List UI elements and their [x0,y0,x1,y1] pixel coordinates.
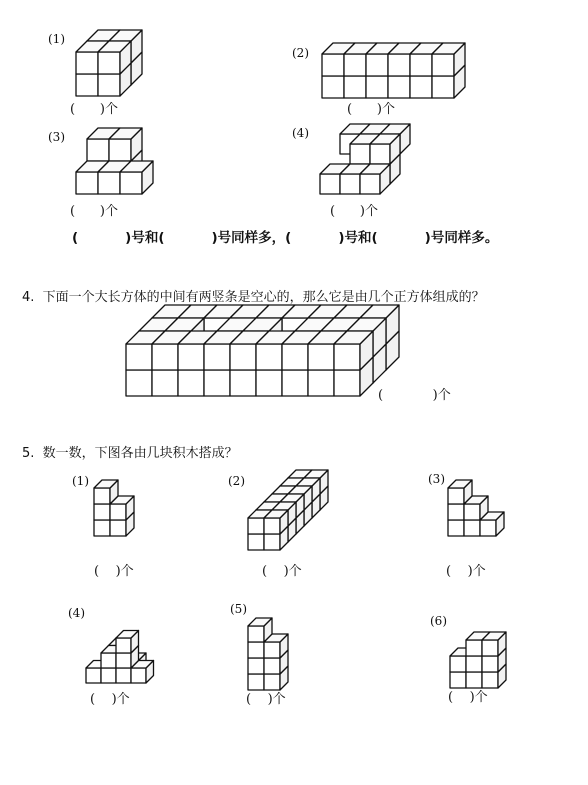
block-figure [448,612,528,688]
cube-face [76,74,98,96]
cube-face [116,653,131,668]
cube-face [126,344,152,370]
cube-face [464,520,480,536]
figure-label: (1) [48,32,65,46]
cube-face [466,640,482,656]
cube-face [101,668,116,683]
cube-face [178,344,204,370]
cube-face [110,520,126,536]
cube-face [94,504,110,520]
answer-blank[interactable]: ( )个 [330,204,378,219]
cube-face [366,76,388,98]
block-figure [92,472,142,540]
cube-face [264,518,280,534]
cube-face [340,174,360,194]
cube-face [230,344,256,370]
cube-face [98,172,120,194]
cube-figure [320,44,470,100]
cube-face [98,74,120,96]
figure-label: (3) [48,130,65,144]
cube-face [204,344,230,370]
cube-face [366,54,388,76]
block-figure [246,470,356,556]
cube-face [248,658,264,674]
cube-face [264,642,280,658]
cube-face [178,370,204,396]
cube-face [126,370,152,396]
cube-face [482,640,498,656]
cube-face [432,76,454,98]
cube-face [334,344,360,370]
cube-face [344,54,366,76]
cube-face [344,76,366,98]
cube-face [322,76,344,98]
answer-blank[interactable]: ( )个 [446,564,486,579]
cube-face [256,370,282,396]
cube-face [464,504,480,520]
cube-face [264,658,280,674]
answer-blank[interactable]: ( )个 [70,204,118,219]
figure-label: (4) [292,126,309,140]
cube-face [256,344,282,370]
answer-blank[interactable]: ( )个 [246,692,286,707]
figure-label: (2) [292,46,309,60]
cube-face [109,139,131,161]
cube-face [94,488,110,504]
block-figure [246,600,306,690]
cube-face [248,534,264,550]
cube-figure [74,30,154,100]
figure-label: (2) [228,474,245,488]
answer-blank[interactable]: ( )个 [347,102,395,117]
block-figure [84,604,174,688]
block-figure [446,472,516,538]
cube-face [76,52,98,74]
cube-face [282,370,308,396]
cuboid-figure [124,308,384,400]
cube-face [116,668,131,683]
figure-label: (4) [68,606,85,620]
cube-face [120,172,142,194]
answer-blank[interactable]: ( )个 [90,692,130,707]
cube-face [480,520,496,536]
cube-face [264,534,280,550]
cube-face [282,344,308,370]
cube-face [320,174,340,194]
cube-face [248,642,264,658]
cube-face [98,52,120,74]
cube-face [248,518,264,534]
cube-face [110,504,126,520]
cube-figure [74,128,174,198]
figure-label: (5) [230,602,247,616]
cube-face [482,656,498,672]
cube-face [87,139,109,161]
answer-blank[interactable]: ( )个 [448,690,488,705]
cube-face [448,504,464,520]
cube-face [101,653,116,668]
question-5: 5. 数一数，下图各由几块积木搭成？ [22,446,238,461]
cube-face [350,144,370,164]
comparison-question: ( )号和( )号同样多，( )号和( )号同样多。 [72,230,499,246]
cube-face [308,370,334,396]
cube-face [76,172,98,194]
cube-face [450,656,466,672]
cube-face [410,54,432,76]
answer-blank[interactable]: ( )个 [378,388,451,403]
cube-face [248,626,264,642]
cube-face [388,54,410,76]
cube-face [322,54,344,76]
cube-face [116,638,131,653]
cube-face [308,344,334,370]
cube-face [131,668,146,683]
cube-face [230,370,256,396]
cube-face [152,344,178,370]
cube-face [360,174,380,194]
cube-face [432,54,454,76]
figure-label: (6) [430,614,447,628]
cube-face [388,76,410,98]
answer-blank[interactable]: ( )个 [262,564,302,579]
cube-face [86,668,101,683]
cube-face [204,370,230,396]
cube-face [152,370,178,396]
answer-blank[interactable]: ( )个 [70,102,118,117]
cube-face [410,76,432,98]
cube-face [94,520,110,536]
figure-label: (1) [72,474,89,488]
cube-face [448,520,464,536]
cube-figure [318,124,428,200]
cube-face [334,370,360,396]
question-4: 4. 下面一个大长方体的中间有两竖条是空心的，那么它是由几个正方体组成的？ [22,290,485,305]
cube-face [466,656,482,672]
cube-face [448,488,464,504]
cube-face [370,144,390,164]
figure-label: (3) [428,472,445,486]
answer-blank[interactable]: ( )个 [94,564,134,579]
